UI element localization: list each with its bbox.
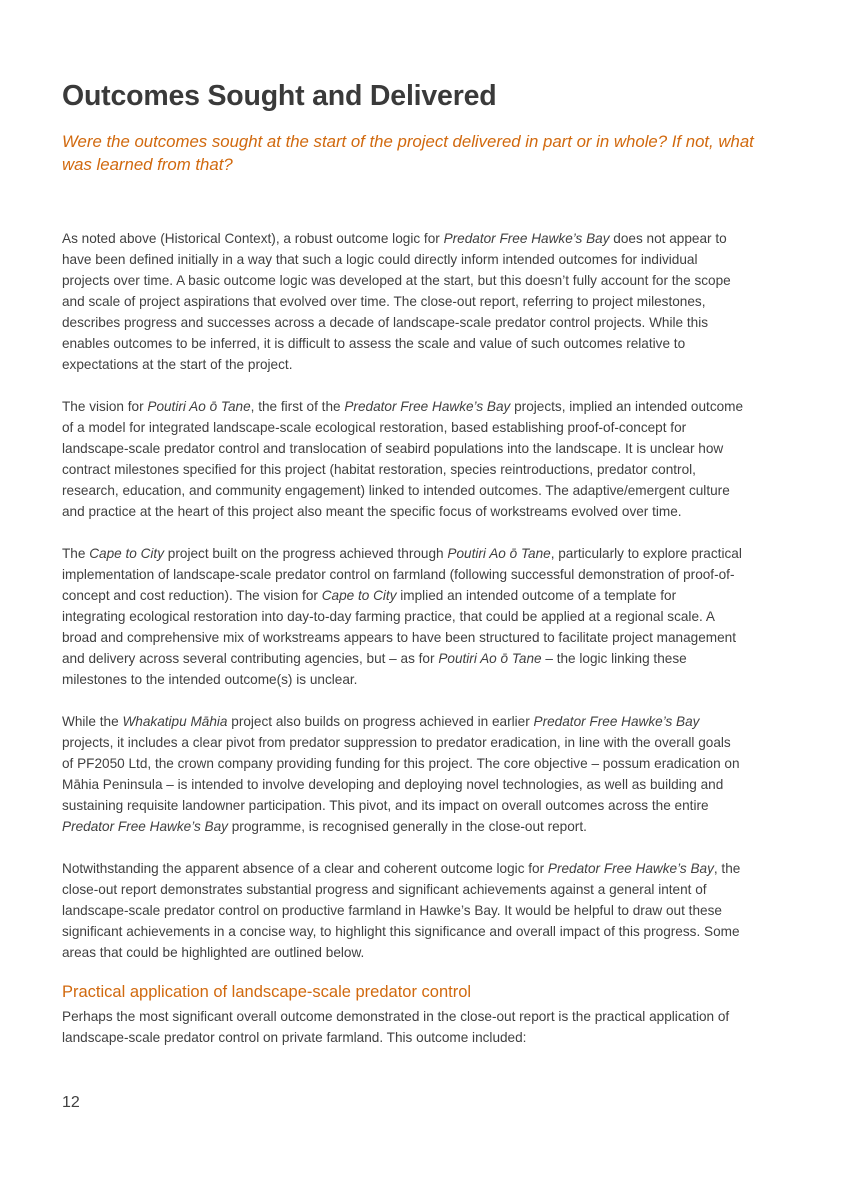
text-line: The vision for Poutiri Ao ō Tane, the first of the Predator Free Hawke’s Bay projects, implied an intended outcome xyxy=(62,399,744,414)
text-line: landscape-scale predator control and translocation of seabird populations into the landscape. It is unclear how xyxy=(62,441,724,456)
text-line: While the Whakatipu Māhia project also builds on progress achieved in earlier Predator Free Hawke’s Bay xyxy=(62,714,700,729)
text-line: expectations at the start of the project. xyxy=(62,357,293,372)
text-line: Perhaps the most significant overall outcome demonstrated in the close-out report is the practical application of xyxy=(62,1009,730,1024)
text-line: Māhia Peninsula – is intended to involve developing and deploying novel technologies, as well as building and xyxy=(62,777,724,792)
text-line: have been defined initially in a way that such a logic could directly inform intended outcomes for individual xyxy=(62,252,698,267)
text-line: projects, it includes a clear pivot from predator suppression to predator eradication, in line with the overall goals xyxy=(62,735,731,750)
italic-title: Predator Free Hawke’s Bay xyxy=(547,861,714,876)
text-line: describes progress and successes across a decade of landscape-scale predator control projects. While this xyxy=(62,315,709,330)
paragraph-5 xyxy=(62,858,784,963)
text-line: milestones to the intended outcome(s) is unclear. xyxy=(62,672,358,687)
text-line: broad and comprehensive mix of workstreams appears to have been structured to facilitate project management xyxy=(62,630,736,645)
paragraph-3 xyxy=(62,543,784,690)
text-line: of PF2050 Ltd, the crown company providing funding for this project. The core objective – possum eradication on xyxy=(62,756,740,771)
text-line: and scale of project aspirations that evolved over time. The close-out report, referring to project milestones, xyxy=(62,294,706,309)
italic-title: Cape to City xyxy=(321,588,397,603)
text-line: contract milestones specified for this project (habitat restoration, species reintroductions, predator control, xyxy=(62,462,696,477)
text-line: areas that could be highlighted are outlined below. xyxy=(62,945,365,960)
italic-title: Predator Free Hawke’s Bay xyxy=(62,819,228,834)
italic-title: Whakatipu Māhia xyxy=(122,714,228,729)
body-text xyxy=(62,228,784,1069)
paragraph-2 xyxy=(62,396,784,522)
text-line: concept and cost reduction). The vision for Cape to City implied an intended outcome of a template for xyxy=(62,588,677,603)
text-line: close-out report demonstrates substantial progress and significant achievements against a general intent of xyxy=(62,882,707,897)
paragraph-4 xyxy=(62,711,784,837)
paragraph-1 xyxy=(62,228,784,375)
italic-title: Predator Free Hawke’s Bay xyxy=(443,231,610,246)
text-line: implementation of landscape-scale predator control on farmland (following successful demonstration of proof-of- xyxy=(62,567,735,582)
text-line: and delivery across several contributing agencies, but – as for Poutiri Ao ō Tane – the logic linking these xyxy=(62,651,687,666)
italic-title: Cape to City xyxy=(89,546,165,561)
text-line: sustaining requisite landowner participation. This pivot, and its impact on overall outcomes across the entire xyxy=(62,798,709,813)
text-line: As noted above (Historical Context), a robust outcome logic for Predator Free Hawke’s Bay does not appear to xyxy=(62,231,727,246)
text-line: and practice at the heart of this project also meant the specific focus of workstreams evolved over time. xyxy=(62,504,682,519)
subtitle-question: Were the outcomes sought at the start of the project delivered in part or in whole? If not, what was learned from that? xyxy=(62,132,754,174)
italic-title: Poutiri Ao ō Tane xyxy=(147,399,251,414)
text-line: research, education, and community engagement) linked to intended outcomes. The adaptive/emergent culture xyxy=(62,483,730,498)
text-line: Predator Free Hawke’s Bay programme, is recognised generally in the close-out report. xyxy=(62,819,587,834)
page-title: Outcomes Sought and Delivered xyxy=(62,80,497,112)
text-line: landscape-scale predator control on private farmland. This outcome included: xyxy=(62,1030,527,1045)
text-line: enables outcomes to be inferred, it is difficult to assess the scale and value of such outcomes relative to xyxy=(62,336,686,351)
text-line: The Cape to City project built on the progress achieved through Poutiri Ao ō Tane, particularly to explore practical xyxy=(62,546,742,561)
text-line: Notwithstanding the apparent absence of a clear and coherent outcome logic for Predator Free Hawke’s Bay, the xyxy=(62,861,741,876)
section-heading: Practical application of landscape-scale predator control xyxy=(62,983,472,1001)
text-line: projects over time. A basic outcome logic was developed at the start, but this doesn’t fully account for the scope xyxy=(62,273,731,288)
italic-title: Predator Free Hawke’s Bay xyxy=(533,714,700,729)
italic-title: Predator Free Hawke’s Bay xyxy=(344,399,511,414)
text-line: integrating ecological restoration into day-to-day farming practice, that could be applied at a regional scale. A xyxy=(62,609,715,624)
text-line: of a model for integrated landscape-scale ecological restoration, based establishing proof-of-concept for xyxy=(62,420,687,435)
text-line: landscape-scale predator control on productive farmland in Hawke’s Bay. It would be helpful to draw out these xyxy=(62,903,722,918)
page-number: 12 xyxy=(62,1094,80,1111)
italic-title: Poutiri Ao ō Tane xyxy=(438,651,542,666)
text-line: significant achievements in a concise way, to highlight this significance and overall impact of this progress. Some xyxy=(62,924,740,939)
paragraph-6 xyxy=(62,1006,784,1048)
italic-title: Poutiri Ao ō Tane xyxy=(447,546,551,561)
